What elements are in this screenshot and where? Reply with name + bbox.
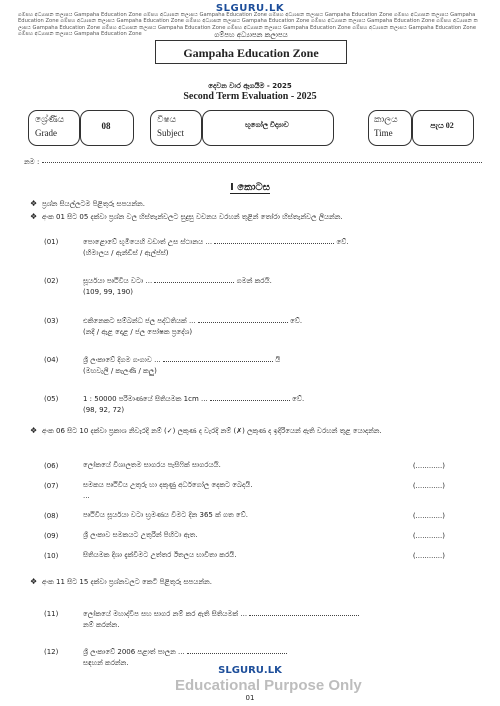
section-title-text: I කොටස	[230, 182, 270, 193]
question-options: (නදී / ඇළ දොළ / ජල පෝෂක ප්‍රදේශ)	[83, 328, 193, 336]
watermark-top: SLGURU.LK	[215, 3, 285, 14]
answer-bracket[interactable]: (............)	[412, 462, 445, 470]
question-text-continued: නම් කරන්න.	[83, 621, 120, 629]
answer-blank[interactable]	[214, 236, 334, 244]
watermark-educational: Educational Purpose Only	[175, 677, 362, 694]
page-number: 01	[245, 694, 255, 702]
question-number: (07)	[44, 482, 59, 490]
question-text	[83, 275, 272, 287]
grade-value: 08	[101, 121, 111, 131]
bullet-icon: ❖	[30, 199, 38, 208]
answer-blank[interactable]	[249, 608, 359, 616]
instruction-c: අංක 11 සිට 15 දක්වා ප්‍රශ්නවලට කෙටි පිළිතුරු සපයන්න.	[42, 578, 212, 586]
section-title	[0, 182, 500, 193]
question-text: ශ්‍රී ලංකාව සමකයට උතුරින් පිහිටා ඇත.	[83, 531, 198, 539]
name-field[interactable]	[42, 162, 482, 163]
answer-bracket[interactable]: (............)	[412, 482, 445, 490]
subject-label-en: Subject	[157, 128, 184, 138]
subject-label-si: විෂය	[157, 114, 177, 124]
question-number: (04)	[44, 356, 59, 364]
answer-blank[interactable]	[187, 646, 287, 654]
zone-title-sinhala: ගම්පහ අධ්‍යාපන කලාපය	[155, 31, 347, 40]
question-number: (12)	[44, 648, 59, 656]
bullet-icon: ❖	[30, 426, 38, 435]
question-text: සිතියමක දිශා දැක්වීමට උත්තර ඊතලය භාවිතා කරයි.	[83, 551, 237, 559]
question-number: (10)	[44, 552, 59, 560]
question-text	[83, 354, 280, 366]
answer-bracket[interactable]: (............)	[412, 532, 445, 540]
question-number: (01)	[44, 238, 59, 246]
question-text-continued: සඳහන් කරන්න.	[83, 659, 129, 667]
question-number: (06)	[44, 462, 59, 470]
question-text	[83, 236, 349, 248]
instruction-2: අංක 01 සිට 05 දක්වා ප්‍රශ්න වල හිස්තැන්වලට සුදුසු වචනය වරහන් තුළින් තෝරා හිස්තැන්වල ලියන්න.	[42, 213, 343, 221]
question-text: සමකය පෘථිවිය උතුරු හා දකුණු අර්ධගෝල දෙකට බෙදයි.	[83, 481, 253, 489]
question-line-end: වේ.	[336, 238, 349, 246]
question-text: පෘථිවිය සූර්යයා වටා භ්‍රමණය වීමට දින 365 ක් ගත වේ.	[83, 511, 248, 519]
instruction-1: ප්‍රශ්න සියල්ලටම පිළිතුරු සපයන්න.	[42, 200, 145, 208]
question-text	[83, 646, 287, 658]
question-line-end: ගමන් කරයි.	[236, 277, 272, 285]
question-line: පොළොවේ භූමියෙහි වඩාත් උස ස්ථානය ...	[83, 238, 213, 246]
name-row	[24, 158, 484, 167]
answer-bracket[interactable]: (............)	[412, 512, 445, 520]
question-line-end: වේ.	[290, 317, 303, 325]
name-label: නම :	[24, 158, 40, 166]
instruction-b: අංක 06 සිට 10 දක්වා ප්‍රකාශ නිවැරදි නම් (✓) ලකුණ ද වැරදි නම් (✗) ලකුණ ද ඉදිරියෙන් ඇති වරහන් තුළ යොදන්න.	[42, 427, 382, 435]
grade-label-si: ශ්‍රේණිය	[35, 114, 65, 124]
question-line-end: යි	[275, 356, 281, 364]
question-options: (98, 92, 72)	[83, 406, 125, 414]
question-line-end: වේ.	[292, 395, 305, 403]
time-label-si: කාලය	[374, 114, 398, 124]
answer-blank[interactable]	[198, 315, 288, 323]
time-label-en: Time	[374, 128, 393, 138]
question-number: (08)	[44, 512, 59, 520]
question-number: (11)	[44, 610, 59, 618]
zone-background-text: ගම්පහ අධ්‍යාපන කලාපය Gampaha Education Zone ගම්පහ අධ්‍යාපන කලාපය Gampaha Education Zone ගම්පහ අධ්‍යාපන කලාපය Gampaha Education Zone ගම්පහ අධ්‍යාපන කලාපය Gampaha Education Zone ගම්පහ අධ්‍යාපන කලාපය Gampaha Education Zone ගම්පහ අධ්‍යාපන කලාපය Gampaha Education Zone ගම්පහ අධ්‍යාපන කලාපය Gampaha Education Zone ගම්පහ අධ්‍යාපන කලාපය Gampaha Education Zone ගම්පහ අධ්‍යාපන කලාපය Gampaha Education Zone ගම්පහ අධ්‍යාපන කලාපය Gampaha Education Zone ගම්පහ අධ්‍යාපන කලාපය Gampaha Education Zone ගම්පහ අධ්‍යාපන කලාපය Gampaha Education Zone	[18, 12, 478, 38]
question-text-continued: ...	[83, 492, 90, 500]
answer-bracket[interactable]: (............)	[412, 552, 445, 560]
question-number: (03)	[44, 317, 59, 325]
zone-title-box	[155, 40, 347, 64]
answer-blank[interactable]	[163, 354, 273, 362]
question-text	[83, 393, 304, 405]
question-number: (02)	[44, 277, 59, 285]
question-line: ලෝකයේ මහාද්වීප සහ සාගර නම් කර ඇති සිතියමක් ...	[83, 610, 248, 618]
evaluation-title-english: Second Term Evaluation - 2025	[183, 91, 317, 102]
bullet-icon: ❖	[30, 212, 38, 221]
bullet-icon: ❖	[30, 577, 38, 586]
watermark-bottom: SLGURU.LK	[218, 665, 282, 676]
question-number: (05)	[44, 395, 59, 403]
question-line: 1 : 50000 පරිමාණයේ සිතියමක 1cm ...	[83, 395, 208, 403]
question-line: ශ්‍රී ලංකාවේ 2006 පළාත් පාලන ...	[83, 648, 185, 656]
question-line: සූර්යයා පෘථිවිය වටා ...	[83, 277, 153, 285]
question-options: (109, 99, 190)	[83, 288, 133, 296]
zone-title-english: Gampaha Education Zone	[183, 46, 319, 60]
evaluation-title-sinhala: දෙවන වාර ඇගයීම - 2025	[208, 82, 292, 90]
question-text	[83, 315, 302, 327]
subject-value: භූගෝල විද්‍යාව	[245, 121, 289, 129]
answer-blank[interactable]	[154, 275, 234, 283]
question-options: (මහවැලි / කැලණි / කලු)	[83, 367, 157, 375]
question-text	[83, 608, 359, 620]
time-value: පැය 02	[430, 121, 454, 130]
grade-label-en: Grade	[35, 128, 57, 138]
answer-blank[interactable]	[210, 393, 290, 401]
question-number: (09)	[44, 532, 59, 540]
question-text: ලෝකයේ විශාලතම සාගරය පැසිෆික් සාගරයයි.	[83, 461, 221, 469]
question-line: ශ්‍රී ලංකාවේ දිගම ගංගාව ...	[83, 356, 161, 364]
question-line: එකිනෙකට සම්බන්ධ ජල පද්ධතියක් ...	[83, 317, 196, 325]
question-options: (හිමාලය / ඇන්ඩීස් / ඇල්ප්ස්)	[83, 249, 169, 257]
